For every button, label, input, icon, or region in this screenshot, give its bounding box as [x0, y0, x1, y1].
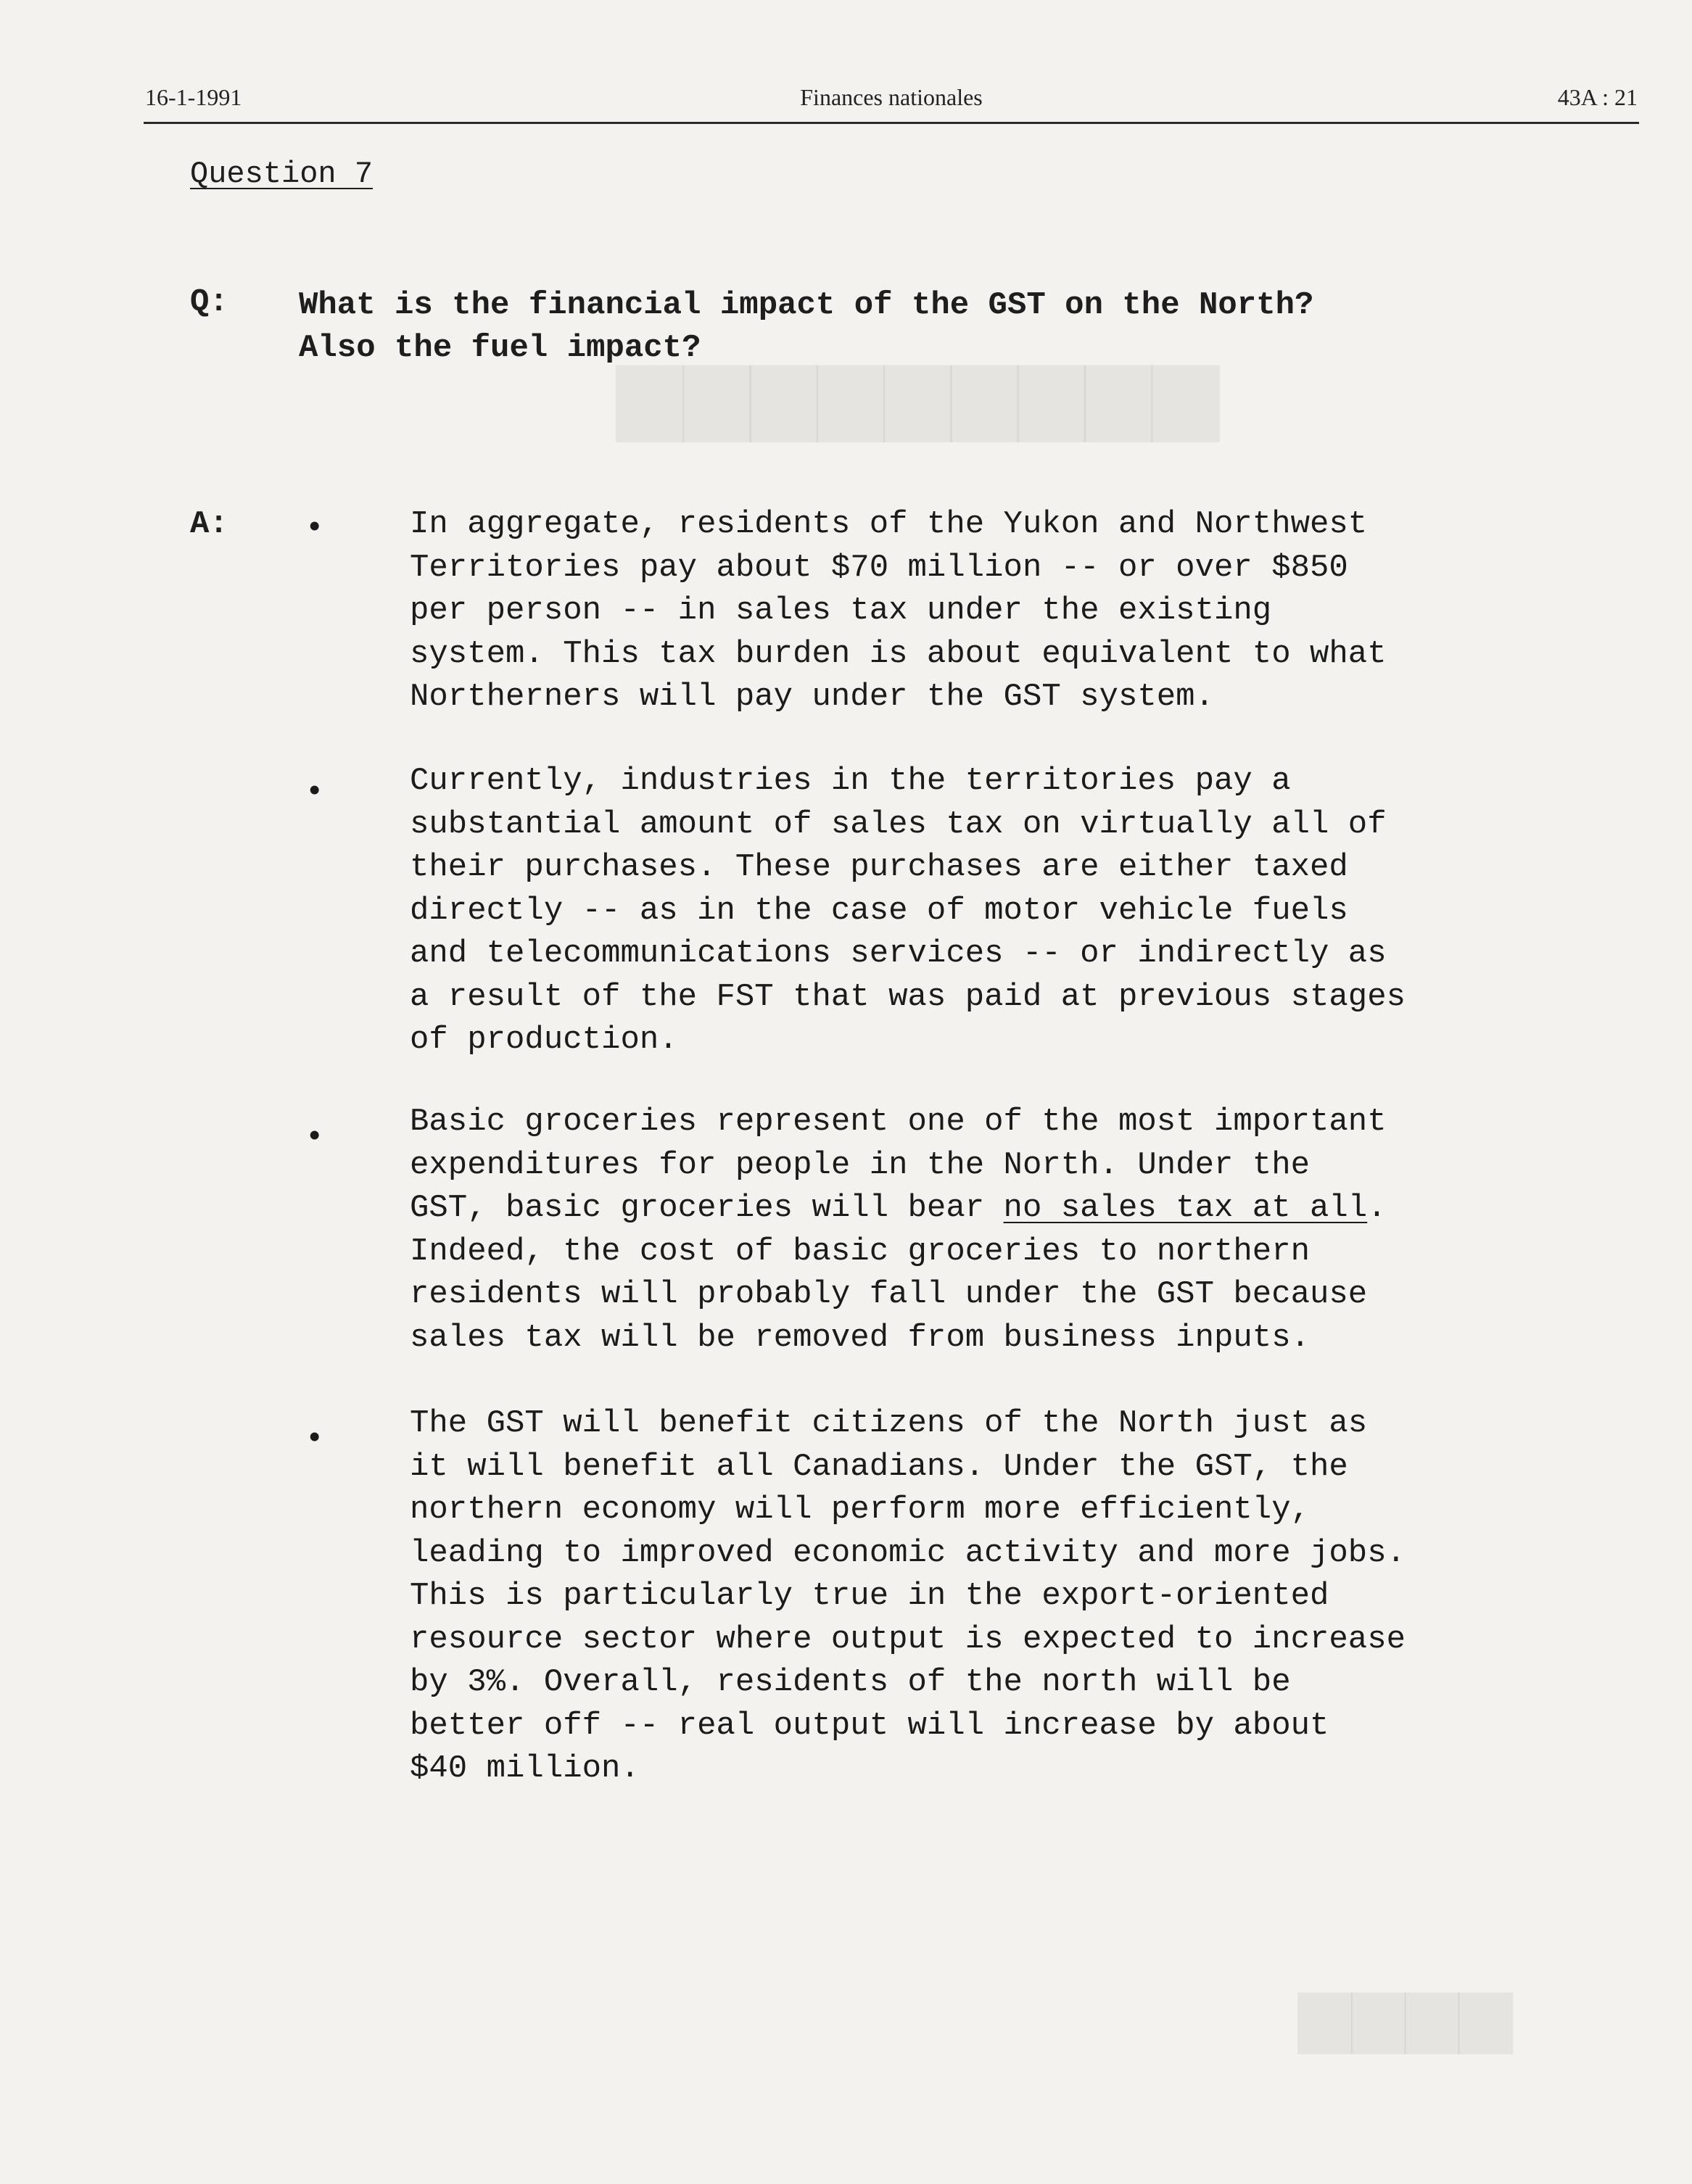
text-line: residents will probably fall under the GST because: [410, 1276, 1368, 1312]
bullet-marker: •: [309, 1117, 321, 1153]
text-line: Basic groceries represent one of the most important: [410, 1104, 1387, 1140]
text-line: better off -- real output will increase by about: [410, 1707, 1329, 1744]
text-line: system. This tax burden is about equivalent to what: [410, 635, 1387, 672]
text-line: leading to improved economic activity and more jobs.: [410, 1534, 1406, 1571]
question-text: [299, 284, 1604, 370]
text-line: their purchases. These purchases are either taxed: [410, 849, 1348, 885]
text-line: Territories pay about $70 million -- or over $850: [410, 549, 1348, 586]
bullet-marker: •: [309, 508, 321, 544]
header-date: 16-1-1991: [145, 84, 242, 110]
text-line: sales tax will be removed from business inputs.: [410, 1319, 1311, 1356]
answer-bullet-1: [410, 503, 1614, 719]
bleed-through-shadow: ▆▆▆▆: [1298, 1974, 1513, 2052]
text-line: expenditures for people in the North. Under the: [410, 1146, 1311, 1183]
header-publication: Finances nationales: [800, 84, 983, 110]
text-line: Indeed, the cost of basic groceries to northern: [410, 1233, 1311, 1270]
bullet-marker: •: [309, 1419, 321, 1455]
text-line: of production.: [410, 1022, 678, 1058]
text-line: and telecommunications services -- or indirectly as: [410, 935, 1387, 972]
answer-bullet-3: [410, 1101, 1614, 1360]
question-line: What is the financial impact of the GST on the North?: [299, 287, 1314, 323]
text-line: by 3%. Overall, residents of the north will be: [410, 1664, 1291, 1700]
underlined-emphasis: no sales tax at all: [1003, 1190, 1368, 1226]
bullet-marker: •: [309, 772, 321, 808]
text-line: $40 million.: [410, 1750, 640, 1787]
question-label: Q:: [190, 284, 228, 320]
text-line: northern economy will perform more efficiently,: [410, 1492, 1311, 1528]
question-line: Also the fuel impact?: [299, 330, 701, 366]
text-line: Currently, industries in the territories pay a: [410, 763, 1291, 799]
text-line: substantial amount of sales tax on virtually all of: [410, 806, 1387, 843]
text-line: per person -- in sales tax under the existing: [410, 592, 1272, 629]
text-line: directly -- as in the case of motor vehicle fuels: [410, 892, 1348, 929]
text-segment: GST, basic groceries will bear: [410, 1190, 1004, 1226]
header-page-ref: 43A : 21: [1557, 84, 1638, 110]
text-line: resource sector where output is expected to increase: [410, 1621, 1406, 1658]
text-line: In aggregate, residents of the Yukon and Northwest: [410, 506, 1368, 542]
bleed-through-shadow: ▆▆▆▆▆▆▆▆▆: [616, 343, 1219, 439]
answer-bullet-4: [410, 1402, 1614, 1791]
question-heading: Question 7: [190, 157, 374, 191]
text-line: a result of the FST that was paid at previous stages: [410, 978, 1406, 1015]
answer-bullet-2: [410, 760, 1614, 1062]
text-line: The GST will benefit citizens of the North just as: [410, 1405, 1368, 1441]
running-header: [144, 81, 1639, 124]
text-segment: .: [1367, 1190, 1387, 1226]
text-line: Northerners will pay under the GST system.: [410, 679, 1214, 715]
text-line: This is particularly true in the export-oriented: [410, 1578, 1329, 1614]
text-line: it will benefit all Canadians. Under the GST, the: [410, 1448, 1348, 1485]
answer-label: A:: [190, 506, 228, 542]
text-line: [410, 1187, 1614, 1230]
